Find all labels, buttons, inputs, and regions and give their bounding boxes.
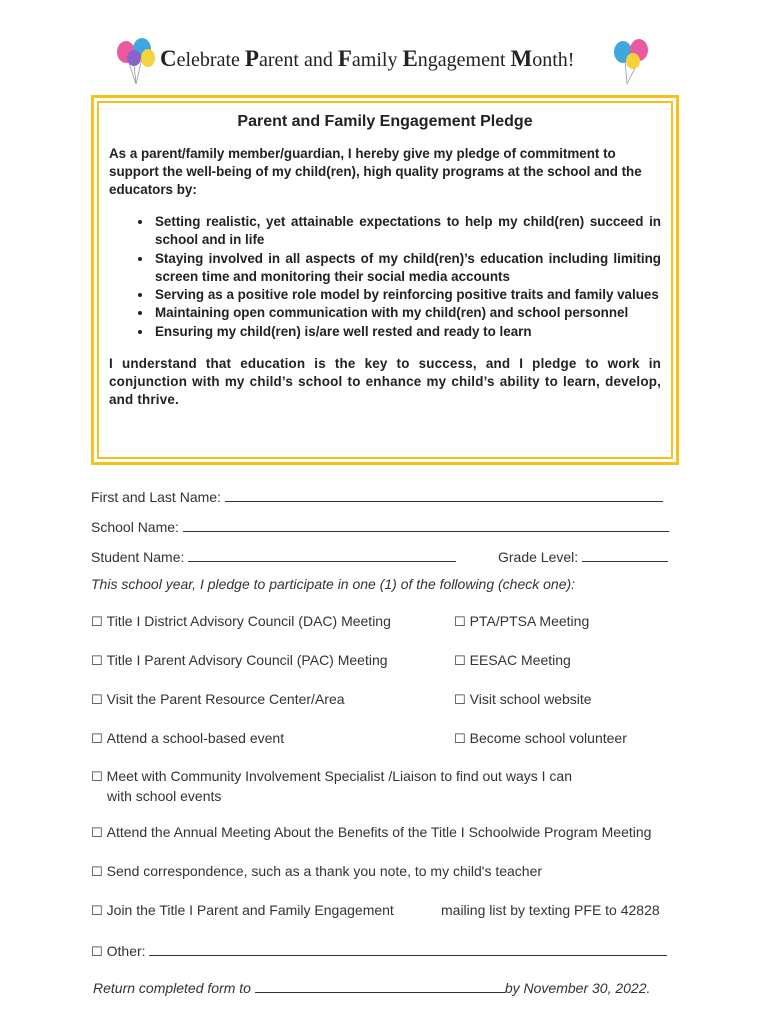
title-text: ngagement (417, 49, 511, 71)
option-label: Attend a school-based event (106, 730, 285, 746)
other-input-line[interactable] (149, 941, 667, 956)
balloons-icon (112, 38, 160, 88)
option-correspondence[interactable] (91, 863, 542, 880)
option-resource-center[interactable] (91, 691, 345, 708)
participation-intro: This school year, I pledge to participate in one (1) of the following (check one): (91, 576, 576, 592)
grade-field (498, 547, 668, 565)
option-label: Send correspondence, such as a thank you note, to my child's teacher (106, 863, 543, 879)
checkbox-icon[interactable]: ☐ (91, 904, 103, 919)
option-school-event[interactable] (91, 730, 284, 747)
checkbox-icon[interactable]: ☐ (454, 693, 466, 708)
title-text: arent and (258, 49, 338, 71)
name-field (91, 487, 663, 505)
option-pac[interactable] (91, 652, 388, 669)
checkbox-icon[interactable]: ☐ (91, 865, 103, 880)
option-ptsa[interactable] (454, 613, 589, 630)
pledge-intro: As a parent/family member/guardian, I hereby give my pledge of commitment to support the well-being of my child(ren), high quality programs at the school and the educators by: (109, 146, 642, 197)
pledge-title: Parent and Family Engagement Pledge (237, 113, 533, 130)
title-capital: P (244, 46, 259, 71)
title-text: onth! (532, 49, 575, 71)
checkbox-icon[interactable]: ☐ (91, 654, 103, 669)
grade-label: Grade Level: (498, 549, 579, 565)
balloons-icon (607, 38, 655, 88)
option-label: Become school volunteer (469, 730, 627, 746)
option-label: Other: (106, 943, 146, 959)
pledge-item: • Maintaining open communication with my child(ren) and school personnel (153, 304, 661, 322)
checkbox-icon[interactable]: ☐ (454, 732, 466, 747)
checkbox-icon[interactable]: ☐ (91, 770, 103, 785)
option-website[interactable] (454, 691, 592, 708)
student-field (91, 547, 456, 565)
pledge-list (109, 213, 661, 341)
title-text: amily (351, 49, 403, 71)
option-label: mailing list by texting PFE to 42828 (441, 902, 660, 918)
pledge-box (91, 95, 679, 465)
option-label: Meet with Community Involvement Specialist /Liaison to find out ways I can (106, 768, 572, 784)
checkbox-icon[interactable]: ☐ (454, 654, 466, 669)
option-label: EESAC Meeting (469, 652, 571, 668)
option-mailing-list-continued (441, 902, 660, 918)
title-capital: M (510, 46, 533, 71)
option-other[interactable] (91, 941, 667, 960)
option-volunteer[interactable] (454, 730, 627, 747)
option-eesac[interactable] (454, 652, 571, 669)
checkbox-icon[interactable]: ☐ (91, 732, 103, 747)
return-suffix: by November 30, 2022. (504, 980, 651, 996)
option-mailing-list[interactable] (91, 902, 394, 919)
option-label: Join the Title I Parent and Family Engagement (106, 902, 394, 918)
option-label: Title I District Advisory Council (DAC) Meeting (106, 613, 391, 629)
page-header (0, 38, 770, 88)
pledge-inner-border (97, 101, 673, 459)
title-capital: C (160, 46, 177, 71)
student-input-line[interactable] (188, 547, 456, 562)
option-label: Visit school website (469, 691, 592, 707)
pledge-item: • Serving as a positive role model by reinforcing positive traits and family values (153, 286, 661, 304)
checkbox-icon[interactable]: ☐ (91, 615, 103, 630)
school-field (91, 517, 669, 535)
option-label: Attend the Annual Meeting About the Benefits of the Title I Schoolwide Program Meeting (106, 824, 652, 840)
pledge-item: • Setting realistic, yet attainable expectations to help my child(ren) succeed in school and in life (153, 213, 661, 250)
school-label: School Name: (91, 519, 179, 535)
checkbox-icon[interactable]: ☐ (91, 945, 103, 960)
option-dac[interactable] (91, 613, 391, 630)
pledge-outro: I understand that education is the key to success, and I pledge to work in conjunction with my child’s school to enhance my child’s ability to learn, develop, and thrive. (109, 356, 661, 408)
return-prefix: Return completed form to (93, 980, 251, 996)
option-liaison-continued (107, 788, 221, 804)
title-capital: F (337, 46, 352, 71)
option-label: PTA/PTSA Meeting (469, 613, 590, 629)
return-instructions (93, 978, 650, 996)
school-input-line[interactable] (183, 517, 669, 532)
option-label: with school events (107, 788, 222, 804)
student-label: Student Name: (91, 549, 185, 565)
option-annual-meeting[interactable] (91, 824, 651, 841)
pledge-item: • Staying involved in all aspects of my child(ren)’s education including limiting screen time and monitoring their social media accounts (153, 250, 661, 287)
return-to-input-line[interactable] (255, 978, 505, 993)
grade-input-line[interactable] (582, 547, 668, 562)
pledge-item: • Ensuring my child(ren) is/are well rested and ready to learn (153, 323, 661, 341)
checkbox-icon[interactable]: ☐ (91, 826, 103, 841)
checkbox-icon[interactable]: ☐ (91, 693, 103, 708)
option-liaison[interactable] (91, 768, 572, 785)
option-label: Title I Parent Advisory Council (PAC) Meeting (106, 652, 388, 668)
option-label: Visit the Parent Resource Center/Area (106, 691, 345, 707)
title-text: elebrate (176, 49, 245, 71)
checkbox-icon[interactable]: ☐ (454, 615, 466, 630)
title-capital: E (402, 46, 418, 71)
name-label: First and Last Name: (91, 489, 221, 505)
name-input-line[interactable] (225, 487, 663, 502)
page-title (160, 46, 620, 72)
